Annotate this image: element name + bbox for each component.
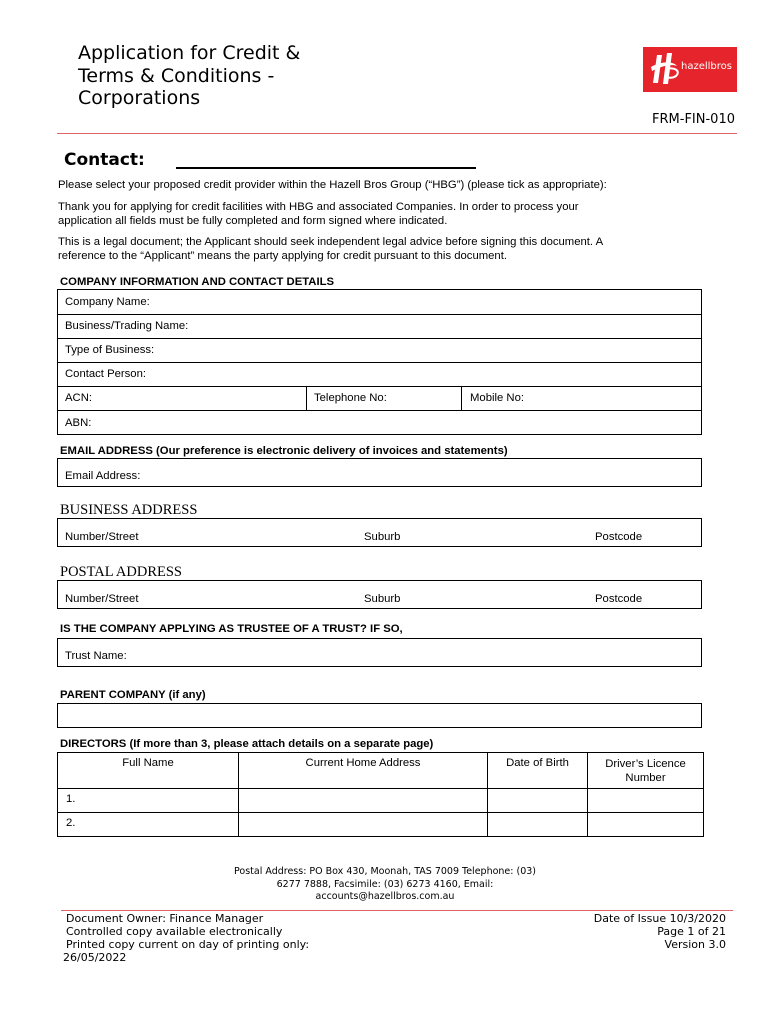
footer-document-info [63, 912, 310, 964]
footer-version-info [594, 912, 726, 951]
col-home-address: Current Home Address [239, 753, 488, 789]
page-title [78, 42, 300, 110]
company-name-field[interactable]: Company Name: [65, 296, 150, 308]
business-suburb-label: Suburb [364, 531, 401, 543]
contact-input-line[interactable] [176, 167, 476, 169]
col-date-of-birth: Date of Birth [488, 753, 588, 789]
hazell-bros-logo [643, 47, 737, 92]
trading-name-field[interactable]: Business/Trading Name: [65, 320, 189, 332]
directors-header-row [58, 753, 704, 789]
email-address-field[interactable]: Email Address: [65, 470, 141, 482]
thank-you-line-1: Thank you for applying for credit facilities with HBG and associated Companies. In order to process your [58, 201, 579, 213]
directors-heading: DIRECTORS (If more than 3, please attach details on a separate page) [60, 738, 434, 750]
table-row [58, 789, 704, 813]
trust-box [57, 638, 702, 667]
footer-address-line-3: accounts@hazellbros.com.au [315, 891, 455, 902]
logo-wordmark: hazellbros [681, 61, 732, 72]
controlled-copy-note: Controlled copy available electronically [66, 925, 283, 938]
postal-postcode-label: Postcode [595, 593, 643, 605]
legal-line-1: This is a legal document; the Applicant should seek independent legal advice before signing this document. A [58, 236, 604, 248]
business-type-field[interactable]: Type of Business: [65, 344, 155, 356]
director-2-dob[interactable] [488, 813, 588, 837]
table-row [58, 813, 704, 837]
company-info-heading: COMPANY INFORMATION AND CONTACT DETAILS [60, 276, 335, 288]
document-owner: Document Owner: Finance Manager [66, 912, 264, 925]
parent-company-field[interactable] [57, 703, 702, 728]
trust-name-field[interactable]: Trust Name: [65, 650, 127, 662]
business-address-heading: BUSINESS ADDRESS [60, 502, 198, 518]
title-line-2: Terms & Conditions - [78, 64, 275, 87]
thank-you-line-2: application all fields must be fully completed and form signed where indicated. [58, 215, 448, 227]
director-1-address[interactable] [239, 789, 488, 813]
email-heading: EMAIL ADDRESS (Our preference is electronic delivery of invoices and statements) [60, 445, 508, 457]
director-1-name[interactable]: 1. [58, 789, 239, 813]
issue-date: Date of Issue 10/3/2020 [593, 912, 726, 925]
title-line-1: Application for Credit & [78, 42, 301, 64]
abn-field[interactable]: ABN: [65, 417, 92, 429]
director-1-dob[interactable] [488, 789, 588, 813]
col-drivers-licence: Driver’s Licence Number [588, 753, 704, 789]
postal-street-label: Number/Street [65, 593, 139, 605]
col-full-name: Full Name [58, 753, 239, 789]
contact-label: Contact: [64, 150, 145, 170]
business-postcode-label: Postcode [595, 531, 643, 543]
director-1-licence[interactable] [588, 789, 704, 813]
thank-you-paragraph [58, 200, 579, 228]
print-date: 26/05/2022 [63, 951, 127, 964]
printed-copy-note: Printed copy current on day of printing only: [66, 938, 310, 951]
postal-address-box[interactable] [57, 580, 702, 609]
parent-company-heading: PARENT COMPANY (if any) [60, 689, 206, 701]
title-line-3: Corporations [78, 87, 201, 109]
business-address-box[interactable] [57, 518, 702, 547]
footer-address-line-2: 6277 7888, Facsimile: (03) 6273 4160, Email: [276, 878, 494, 890]
postal-suburb-label: Suburb [364, 593, 401, 605]
contact-person-field[interactable]: Contact Person: [65, 368, 147, 380]
legal-line-2: reference to the “Applicant” means the party applying for credit pursuant to this document. [58, 250, 507, 262]
header-divider [57, 133, 737, 134]
director-2-address[interactable] [239, 813, 488, 837]
director-2-licence[interactable] [588, 813, 704, 837]
director-2-name[interactable]: 2. [58, 813, 239, 837]
footer-address [0, 866, 770, 904]
footer-divider [61, 910, 733, 911]
email-box [57, 458, 702, 487]
credit-provider-instruction: Please select your proposed credit provider within the Hazell Bros Group (“HBG”) (please tick as appropriate): [58, 179, 607, 191]
directors-table [57, 752, 704, 837]
postal-address-heading: POSTAL ADDRESS [60, 564, 182, 580]
footer-address-line-1: Postal Address: PO Box 430, Moonah, TAS 7009 Telephone: (03) [234, 866, 536, 877]
form-number: FRM-FIN-010 [652, 112, 735, 127]
business-street-label: Number/Street [65, 531, 139, 543]
page-number: Page 1 of 21 [657, 925, 726, 938]
version: Version 3.0 [664, 938, 726, 951]
trust-heading: IS THE COMPANY APPLYING AS TRUSTEE OF A TRUST? IF SO, [60, 623, 403, 635]
acn-field[interactable]: ACN: [65, 392, 92, 404]
telephone-field[interactable]: Telephone No: [314, 392, 387, 404]
mobile-field[interactable]: Mobile No: [470, 392, 524, 404]
company-info-table [57, 289, 702, 435]
legal-paragraph [58, 235, 603, 263]
